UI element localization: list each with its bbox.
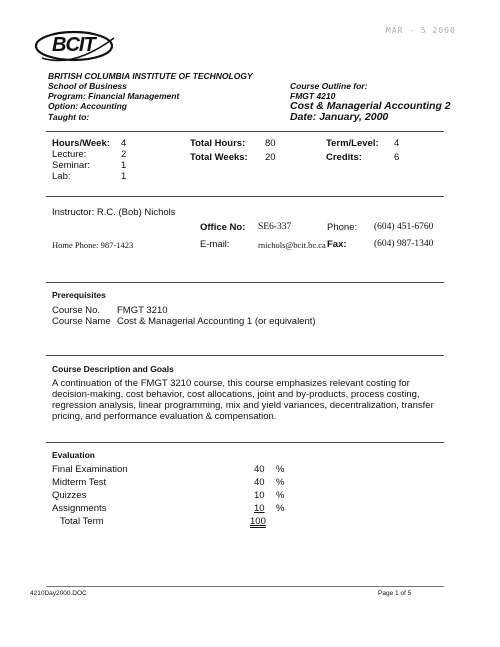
- email-label: E-mail:: [200, 239, 230, 250]
- description-line: regression analysis, linear programming, mix and yield variances, decentralization, transfer: [52, 400, 434, 411]
- fax-value: (604) 987-1340: [374, 239, 434, 249]
- eval-row-label: Midterm Test: [52, 477, 107, 488]
- logo-text: BCIT: [52, 34, 95, 56]
- hours-week-label: Hours/Week:: [52, 138, 110, 149]
- term-level-value: 4: [394, 138, 400, 149]
- term-level-label: Term/Level:: [326, 138, 379, 149]
- evaluation-title: Evaluation: [52, 450, 95, 460]
- divider: [46, 442, 444, 443]
- email-value: rnichols@bcit.bc.ca: [258, 240, 326, 250]
- prereq-title: Prerequisites: [52, 290, 106, 300]
- divider: [46, 131, 444, 132]
- instructor-name: Instructor: R.C. (Bob) Nichols: [52, 207, 176, 218]
- received-stamp: MAR - 5 2000: [386, 26, 456, 35]
- eval-row-unit: %: [276, 490, 285, 501]
- institute-name: BRITISH COLUMBIA INSTITUTE OF TECHNOLOGY: [48, 71, 253, 81]
- outline-label: Course Outline for:: [290, 81, 368, 91]
- eval-row-label: Assignments: [52, 503, 107, 514]
- course-title: Cost & Managerial Accounting 2: [290, 100, 451, 112]
- lecture-label: Lecture:: [52, 149, 87, 160]
- total-hours-value: 80: [265, 138, 276, 149]
- eval-total-label: Total Term: [60, 516, 104, 527]
- prereq-name-value: Cost & Managerial Accounting 1 (or equivalent): [117, 316, 316, 327]
- total-weeks-label: Total Weeks:: [190, 152, 248, 163]
- prereq-no-value: FMGT 3210: [117, 305, 168, 316]
- option-name: Option: Accounting: [48, 101, 128, 111]
- seminar-value: 1: [121, 160, 127, 171]
- program-name: Program: Financial Management: [48, 91, 180, 101]
- footer-divider: [46, 586, 444, 587]
- course-date: Date: January, 2000: [290, 111, 389, 123]
- divider: [46, 196, 444, 197]
- description-title: Course Description and Goals: [52, 364, 174, 374]
- eval-row-label: Quizzes: [52, 490, 87, 501]
- office-value: SE6-337: [258, 222, 292, 232]
- credits-value: 6: [394, 152, 400, 163]
- lab-value: 1: [121, 171, 127, 182]
- eval-row-value: 40: [254, 464, 265, 475]
- eval-row-unit: %: [276, 477, 285, 488]
- description-line: decision-making, cost behavior, cost allocations, joint and by-products, process costing,: [52, 389, 420, 400]
- eval-row-value: 10: [254, 503, 265, 514]
- school-name: School of Business: [48, 81, 127, 91]
- footer-filename: 4210Day2000.DOC: [30, 590, 87, 597]
- office-label: Office No:: [200, 222, 246, 233]
- eval-row-value: 10: [254, 490, 265, 501]
- footer-page: Page 1 of 5: [378, 590, 412, 597]
- phone-label: Phone:: [327, 222, 358, 233]
- course-code: FMGT 4210: [290, 91, 336, 101]
- bcit-logo: [34, 28, 120, 64]
- prereq-no-label: Course No.: [52, 305, 101, 316]
- home-phone: Home Phone: 987-1423: [52, 240, 134, 250]
- eval-row-unit: %: [276, 464, 285, 475]
- total-hours-label: Total Hours:: [190, 138, 246, 149]
- lab-label: Lab:: [52, 171, 71, 182]
- taught-to: Taught to:: [48, 112, 90, 122]
- phone-value: (604) 451-6760: [374, 222, 434, 232]
- seminar-label: Seminar:: [52, 160, 91, 171]
- lecture-value: 2: [121, 149, 127, 160]
- eval-row-value: 40: [254, 477, 265, 488]
- description-line: pricing, and performance evaluation & compensation.: [52, 411, 277, 422]
- eval-row-unit: %: [276, 503, 285, 514]
- eval-total-value: 100: [250, 516, 266, 527]
- description-line: A continuation of the FMGT 3210 course, this course emphasizes relevant costing for: [52, 378, 410, 389]
- fax-label: Fax:: [327, 239, 347, 250]
- prereq-name-label: Course Name: [52, 316, 111, 327]
- divider: [46, 282, 444, 283]
- total-weeks-value: 20: [265, 152, 276, 163]
- eval-row-label: Final Examination: [52, 464, 128, 475]
- hours-week-value: 4: [121, 138, 127, 149]
- credits-label: Credits:: [326, 152, 362, 163]
- divider: [46, 355, 444, 356]
